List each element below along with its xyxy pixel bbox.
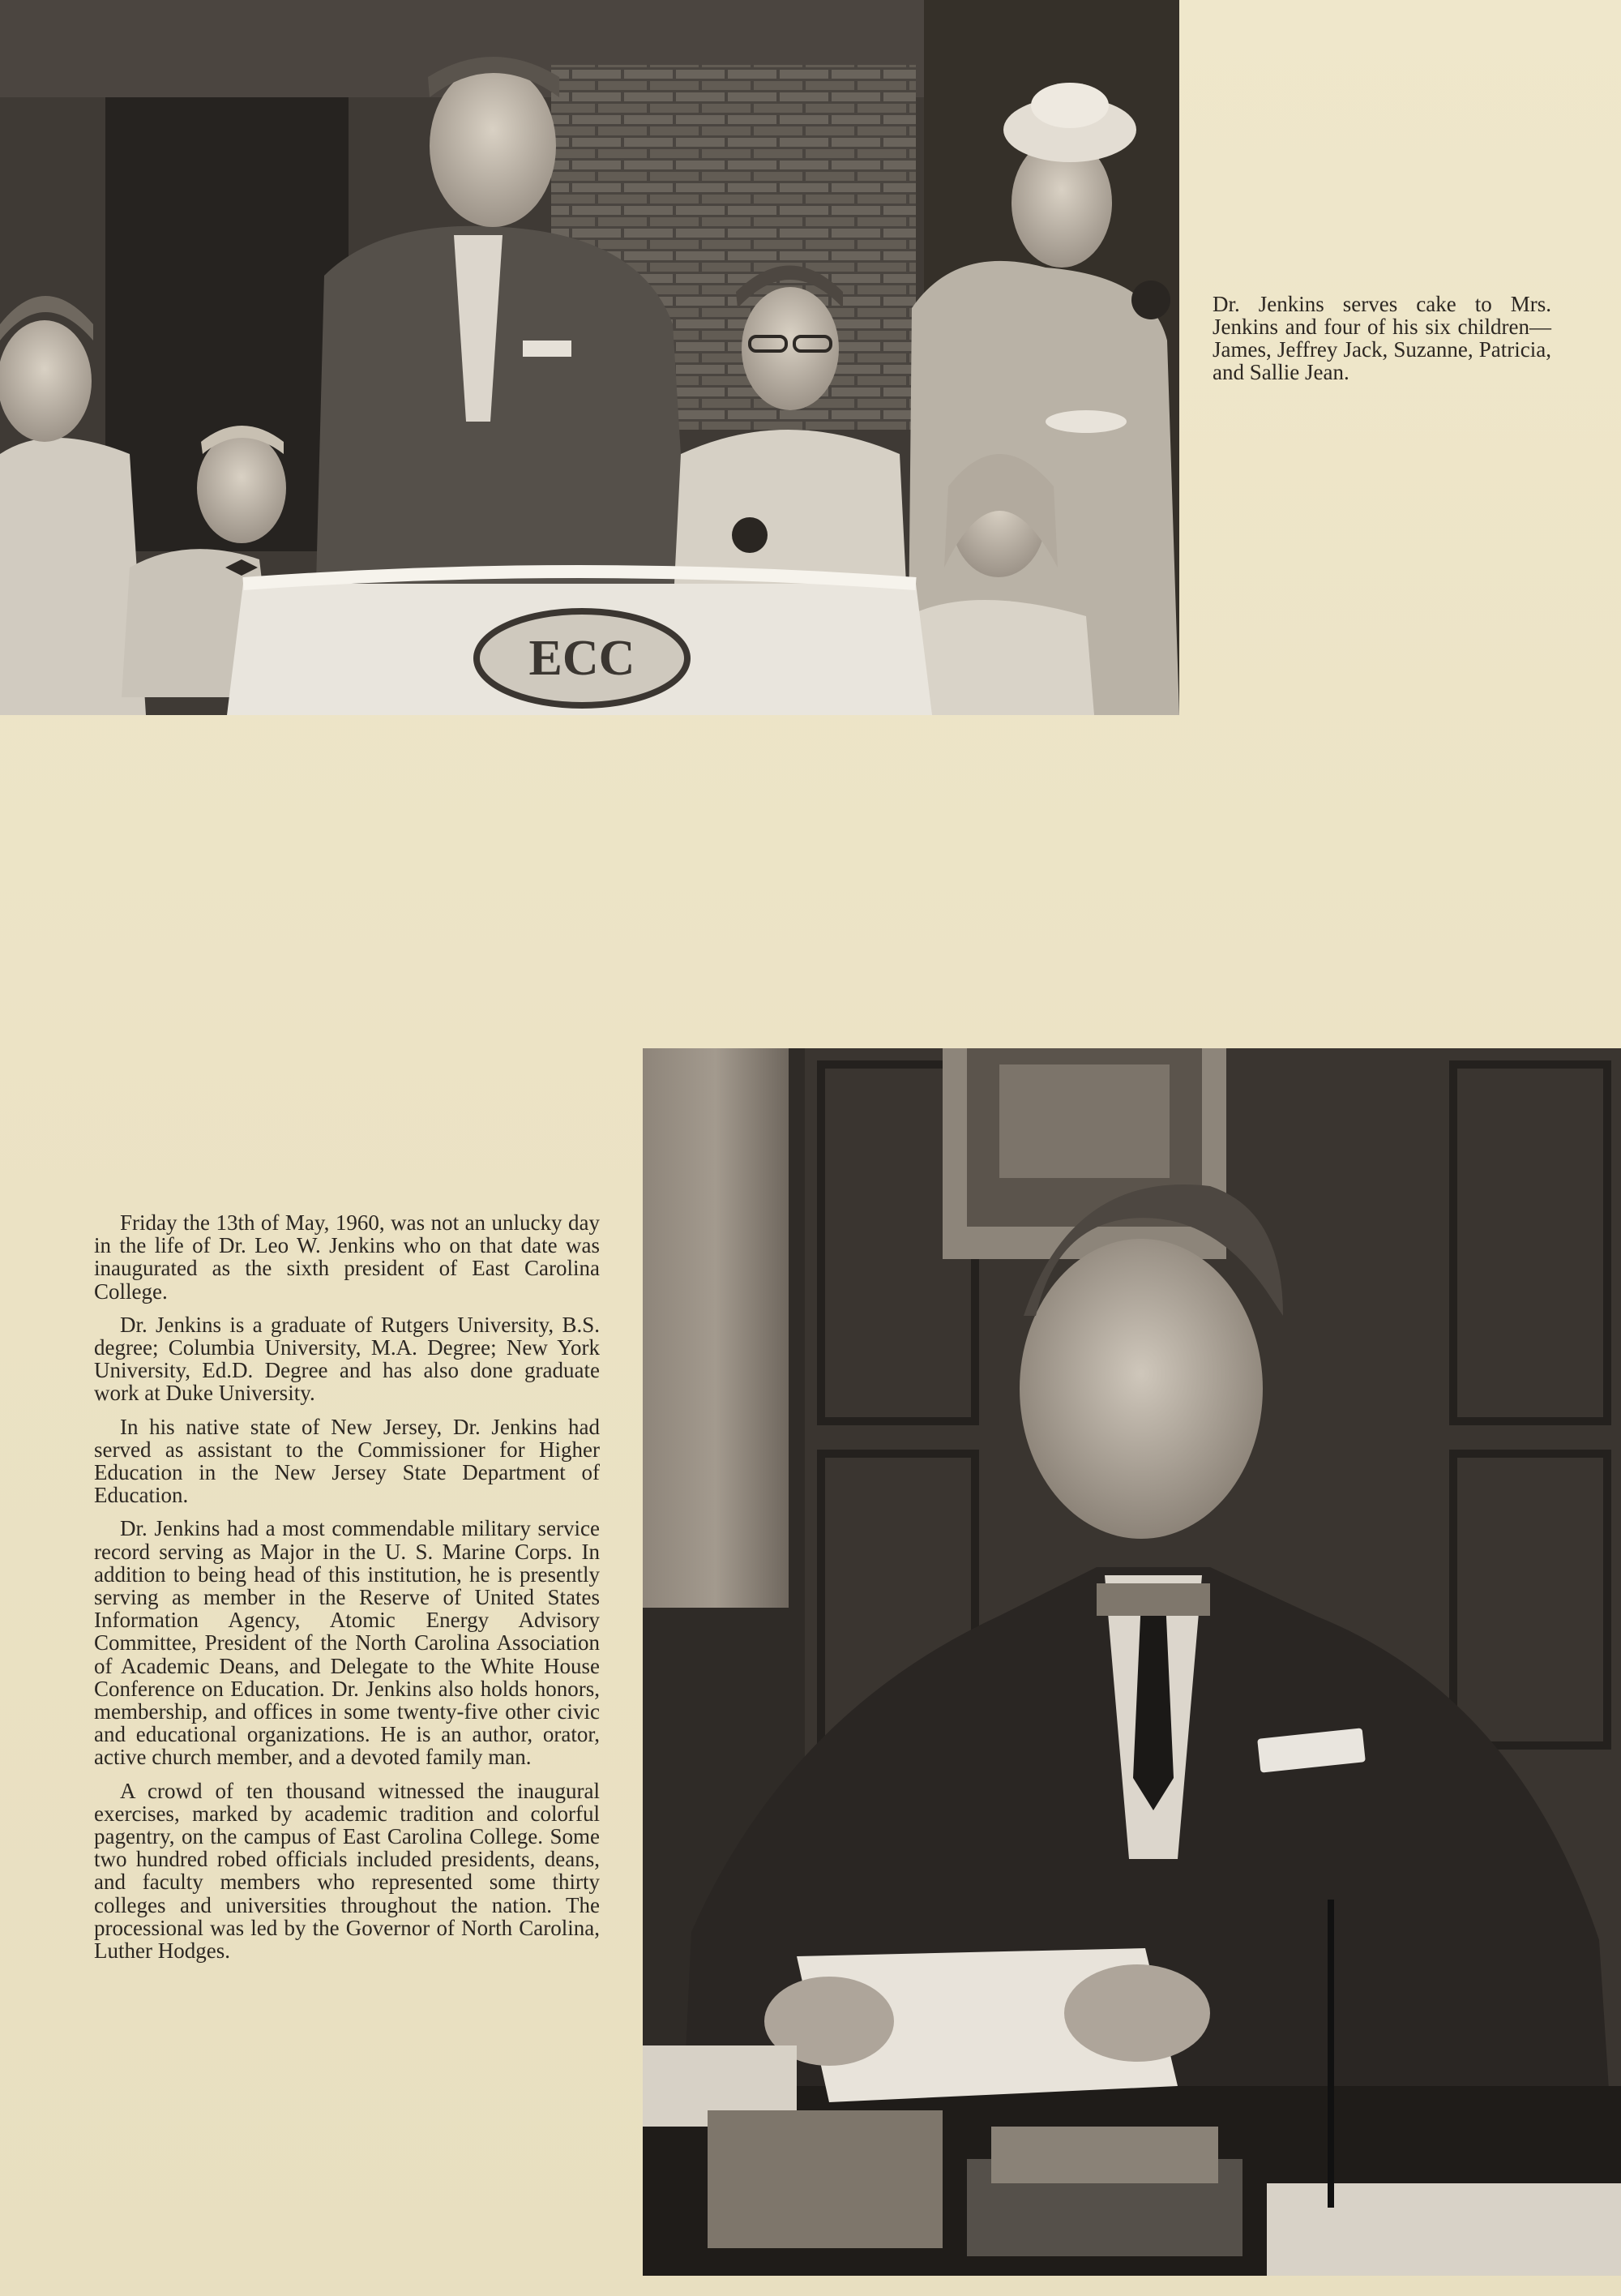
article-paragraph-3: In his native state of New Jersey, Dr. Jenkins had served as assistant to the Commissioner for Higher Education in the New Jersey State Department of Education.: [94, 1414, 600, 1508]
cake-figure: [227, 572, 932, 715]
article-paragraph-2: Dr. Jenkins is a graduate of Rutgers University, B.S. degree; Columbia University, M.A. Degree; New York University, Ed.D. Degree and has also done graduate work at Duke University.: [94, 1312, 600, 1406]
article-paragraph-4: Dr. Jenkins had a most commendable military service record serving as Major in the U. S. Marine Corps. In addition to being head of this institution, he is presently serving as member in the Reserve of United States Information Agency, Atomic Energy Advisory Committee, President of the North Carolina Association of Academic Deans, and Delegate to the White House Conference on Education. Dr. Jenkins also holds honors, membership, and offices in some twenty-five other civic and educational organizations. He is an author, orator, active church member, and a devoted family man.: [94, 1516, 600, 1770]
cake-lettering: ECC: [528, 631, 635, 686]
photo-caption: Dr. Jenkins serves cake to Mrs. Jenkins and four of his six children—James, Jeffrey Jack, Suzanne, Patricia, and Sallie Jean.: [1213, 292, 1551, 384]
article-paragraph-1: Friday the 13th of May, 1960, was not an unlucky day in the life of Dr. Leo W. Jenkins who on that date was inaugurated as the sixth president of East Carolina College.: [94, 1210, 600, 1304]
article-body: [94, 1211, 600, 1973]
article-paragraph-5: A crowd of ten thousand witnessed the inaugural exercises, marked by academic tradition and colorful pagentry, on the campus of East Carolina College. Some two hundred robed officials included presidents, deans, and faculty members who represented some thirty colleges and universities throughout the nation. The processional was led by the Governor of North Carolina, Luther Hodges.: [94, 1778, 600, 1964]
portrait-illustration: [643, 1048, 1621, 2276]
president-portrait-photo: [643, 1048, 1621, 2276]
family-cake-photo: [0, 0, 1179, 715]
family-photo-illustration: [0, 0, 1179, 715]
